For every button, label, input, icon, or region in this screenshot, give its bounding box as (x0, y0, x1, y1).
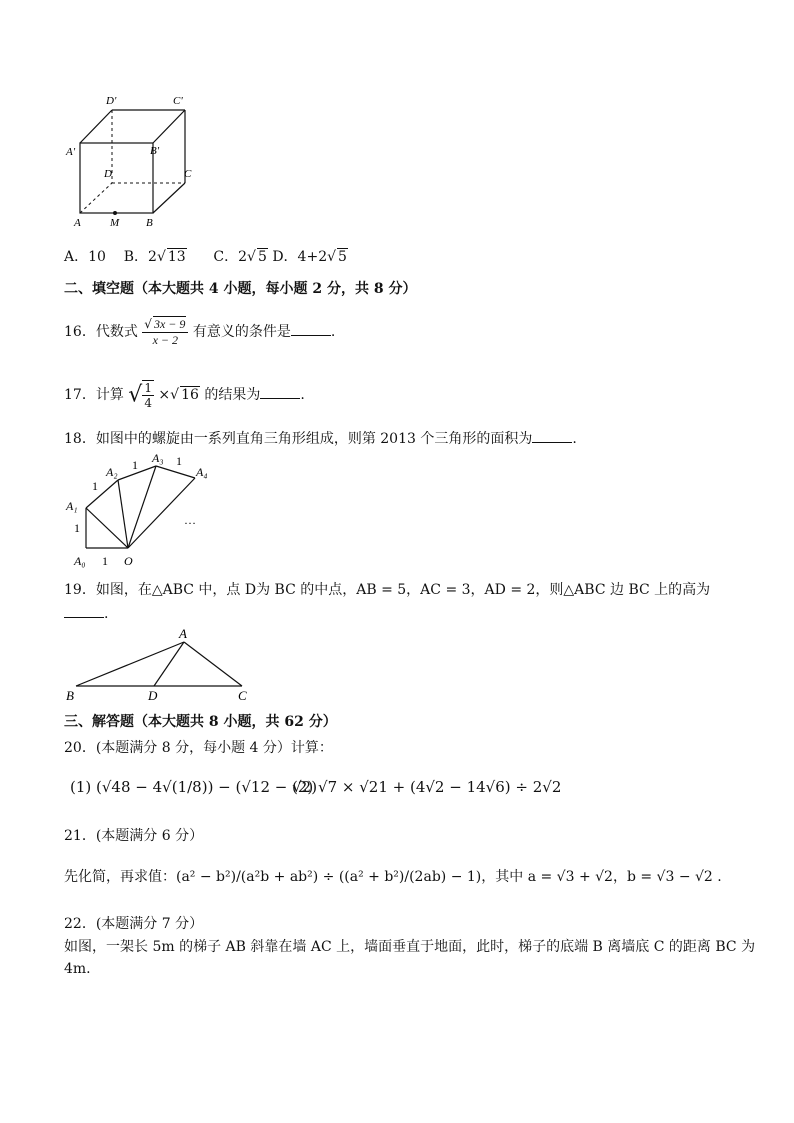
question-22-line2: 4m. (64, 961, 91, 977)
option-b: B．2√ 13 (123, 249, 186, 265)
label-o: O (124, 554, 133, 568)
label-a0: A₀ (74, 554, 86, 568)
label-len-a2a3: 1 (132, 458, 138, 472)
label-c-prime: C' (173, 95, 183, 107)
cube-figure (60, 88, 210, 230)
option-c: C．2√ 5 (213, 249, 267, 265)
question-21-header: 21．(本题满分 6 分） (64, 828, 204, 844)
label-a3: A₃ (152, 452, 164, 465)
question-19: 19．如图，在△ABC 中，点 D为 BC 的中点，AB = 5，AC = 3，AD = 2，则△ABC 边 BC 上的高为 (64, 582, 711, 598)
label-len-a3a4: 1 (176, 454, 182, 468)
label-c: C (184, 168, 192, 180)
option-d: D．4+2√ 5 (272, 249, 347, 265)
label-ellipsis: … (184, 513, 196, 527)
section3-title: 三、解答题（本大题共 8 小题，共 62 分） (64, 714, 337, 730)
answer-blank-18[interactable] (532, 430, 572, 443)
label-len-a0a1: 1 (74, 521, 80, 535)
label-b: B (66, 688, 74, 703)
label-d: D (148, 688, 158, 703)
label-a: A (74, 217, 81, 229)
label-len-a0o: 1 (102, 554, 108, 568)
label-len-a1a2: 1 (92, 479, 98, 493)
section2-title: 二、填空题（本大题共 4 小题，每小题 2 分，共 8 分） (64, 281, 417, 297)
answer-blank-17[interactable] (260, 386, 300, 399)
question-20-header: 20．(本题满分 8 分，每小题 4 分）计算： (64, 740, 333, 756)
question-17: 17．计算 √ $\frac{1}{4}$ ×√ 16 的结果为 . (64, 381, 305, 410)
label-a-prime: A' (66, 146, 76, 158)
label-b: B (146, 217, 153, 229)
label-d: D (104, 168, 112, 180)
label-a1: A₁ (66, 499, 78, 513)
answer-blank-19[interactable] (64, 605, 104, 618)
question-19-line2: . (64, 605, 108, 622)
question-22-header: 22．(本题满分 7 分） (64, 916, 204, 932)
question-20-part2: (2) √7 × √21 + (4√2 − 14√6) ÷ 2√2 (292, 778, 562, 796)
triangle-figure (62, 624, 262, 704)
label-a4: A₄ (196, 465, 208, 479)
spiral-figure (60, 452, 230, 570)
option-a: A．10 (64, 249, 106, 265)
question-21-text: 先化简，再求值：(a² − b²)/(a²b + ab²) ÷ ((a² + b²)/(2ab) − 1)，其中 a = √3 + √2，b = √3 − √2 . (64, 869, 722, 885)
question-20-part1: (1) (√48 − 4√(1/8)) − (√12 − √2) (70, 778, 318, 796)
question-16: 16．代数式 $\frac{√ 3x - 9}{x - 2}$ 有意义的条件是 . (64, 317, 336, 347)
label-c: C (238, 688, 247, 703)
question-22-line1: 如图，一架长 5m 的梯子 AB 斜靠在墙 AC 上，墙面垂直于地面，此时，梯子的底端 B 离墙底 C 的距离 BC 为 (64, 939, 756, 955)
label-d-prime: D' (106, 95, 117, 107)
label-m: M (110, 217, 120, 229)
q15-options (64, 246, 348, 266)
answer-blank-16[interactable] (291, 323, 331, 336)
label-a: A (179, 626, 187, 641)
label-b-prime: B' (150, 145, 160, 157)
label-a2: A₂ (106, 465, 118, 479)
question-18: 18．如图中的螺旋由一系列直角三角形组成，则第 2013 个三角形的面积为 . (64, 431, 577, 447)
